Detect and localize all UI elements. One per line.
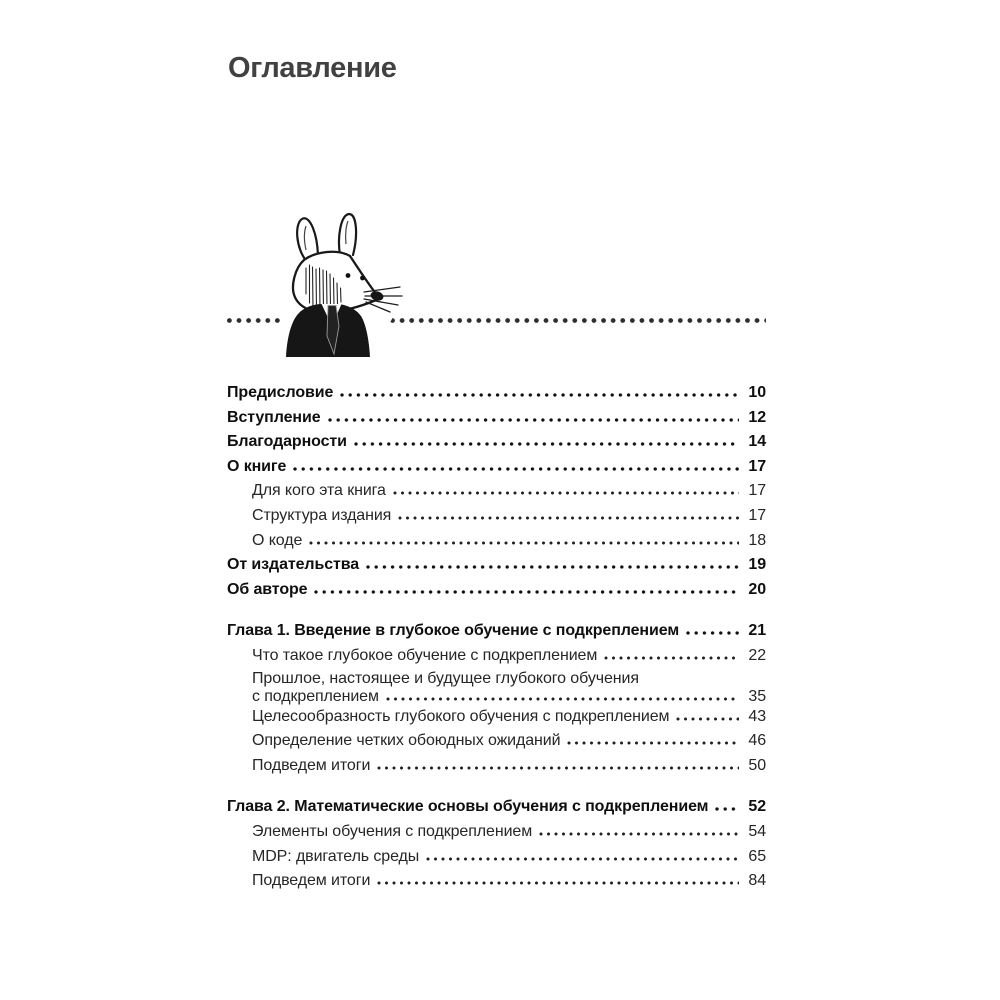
- toc-entry: [227, 845, 766, 870]
- toc-entry-label: Прошлое, настоящее и будущее глубокого обучения: [252, 669, 639, 687]
- toc-entry-page-number: 46: [748, 732, 766, 750]
- toc-entry-label: Элементы обучения с подкреплением: [252, 822, 533, 840]
- toc-entry-label: От издательства: [227, 556, 360, 574]
- toc-entry: [227, 644, 766, 669]
- dot-leader: [419, 860, 744, 861]
- mouse-in-suit-icon: [276, 208, 411, 358]
- toc-entry-label: О книге: [227, 457, 287, 475]
- dot-leader: [307, 593, 744, 594]
- toc-entry: [227, 406, 766, 431]
- toc-entry-label: Предисловие: [227, 384, 334, 401]
- toc-entry-label: Благодарности: [227, 433, 347, 451]
- dot-leader: [391, 519, 744, 520]
- toc-entry: [227, 869, 766, 894]
- dot-leader: [669, 720, 744, 721]
- toc-entry-page-number: 50: [748, 756, 766, 774]
- toc-entry: [227, 688, 766, 705]
- toc-entry: [227, 529, 766, 554]
- toc-entry-label: Об авторе: [227, 580, 308, 598]
- toc-entry-page-number: 19: [748, 556, 766, 574]
- toc-entry-label: Глава 1. Введение в глубокое обучение с подкреплением: [227, 622, 680, 640]
- dot-leader: [386, 494, 744, 495]
- toc-entry: [227, 381, 766, 406]
- toc-entry-page-number: 35: [748, 687, 766, 705]
- toc-entry-label: О коде: [252, 531, 303, 549]
- dot-leader: [347, 445, 744, 446]
- dot-leader: [333, 396, 744, 397]
- toc-entry-line1: [227, 669, 766, 688]
- toc-entry: [227, 479, 766, 504]
- toc-entry-page-number: 17: [748, 506, 766, 524]
- dot-leader: [597, 659, 744, 660]
- toc-entry-page-number: 17: [748, 457, 766, 475]
- mouse-illustration: [276, 208, 411, 358]
- toc-entry-label: Для кого эта книга: [252, 482, 386, 500]
- page-title: Оглавление: [228, 52, 397, 84]
- toc-entry-label: Вступление: [227, 408, 321, 426]
- dot-leader: [321, 421, 744, 422]
- dot-leader: [532, 835, 744, 836]
- dot-leader: [302, 544, 744, 545]
- toc-entry-page-number: 20: [748, 580, 766, 598]
- dot-leader: [286, 470, 744, 471]
- dot-leader: [370, 769, 744, 770]
- toc-entry-label: Что такое глубокое обучение с подкреплением: [252, 646, 598, 664]
- toc-entry-page-number: 52: [748, 798, 766, 816]
- toc-entry: [227, 504, 766, 529]
- toc-entry-label: Подведем итоги: [252, 872, 371, 890]
- toc-entry-label: Глава 2. Математические основы обучения с подкреплением: [227, 798, 709, 816]
- toc-entry-page-number: 17: [748, 482, 766, 500]
- toc-entry: [227, 729, 766, 754]
- dot-leader: [359, 568, 744, 569]
- toc-entry-label: Целесообразность глубокого обучения с подкреплением: [252, 707, 670, 725]
- toc-entry-page-number: 10: [748, 384, 766, 401]
- toc-entry: [227, 455, 766, 480]
- dot-leader: [560, 744, 744, 745]
- toc-entry-page-number: 22: [748, 646, 766, 664]
- toc-entry-label: Подведем итоги: [252, 756, 371, 774]
- toc-entry: [227, 754, 766, 779]
- toc-entry: [227, 705, 766, 730]
- toc-entry-page-number: 84: [748, 872, 766, 890]
- toc-entry: [227, 430, 766, 455]
- dot-leader: [370, 884, 744, 885]
- toc-entry: [227, 820, 766, 845]
- toc-entry-label: MDP: двигатель среды: [252, 847, 420, 865]
- toc-list: [227, 381, 766, 894]
- toc-entry-page-number: 12: [748, 408, 766, 426]
- toc-entry-page-number: 43: [748, 707, 766, 725]
- toc-entry-page-number: 18: [748, 531, 766, 549]
- toc-entry-page-number: 21: [748, 622, 766, 640]
- toc-entry-label: Определение четких обоюдных ожиданий: [252, 732, 561, 750]
- toc-entry-label: Структура издания: [252, 506, 392, 524]
- toc-entry: [227, 553, 766, 578]
- dot-leader: [679, 634, 744, 635]
- toc-entry: [227, 795, 766, 820]
- toc-entry-page-number: 65: [748, 847, 766, 865]
- dot-leader: [379, 700, 744, 701]
- toc-entry-label: с подкреплением: [252, 687, 379, 705]
- toc-entry-page-number: 14: [748, 433, 766, 451]
- toc-entry-page-number: 54: [748, 822, 766, 840]
- dot-leader: [708, 810, 744, 811]
- toc-entry: [227, 578, 766, 603]
- toc-entry: [227, 619, 766, 644]
